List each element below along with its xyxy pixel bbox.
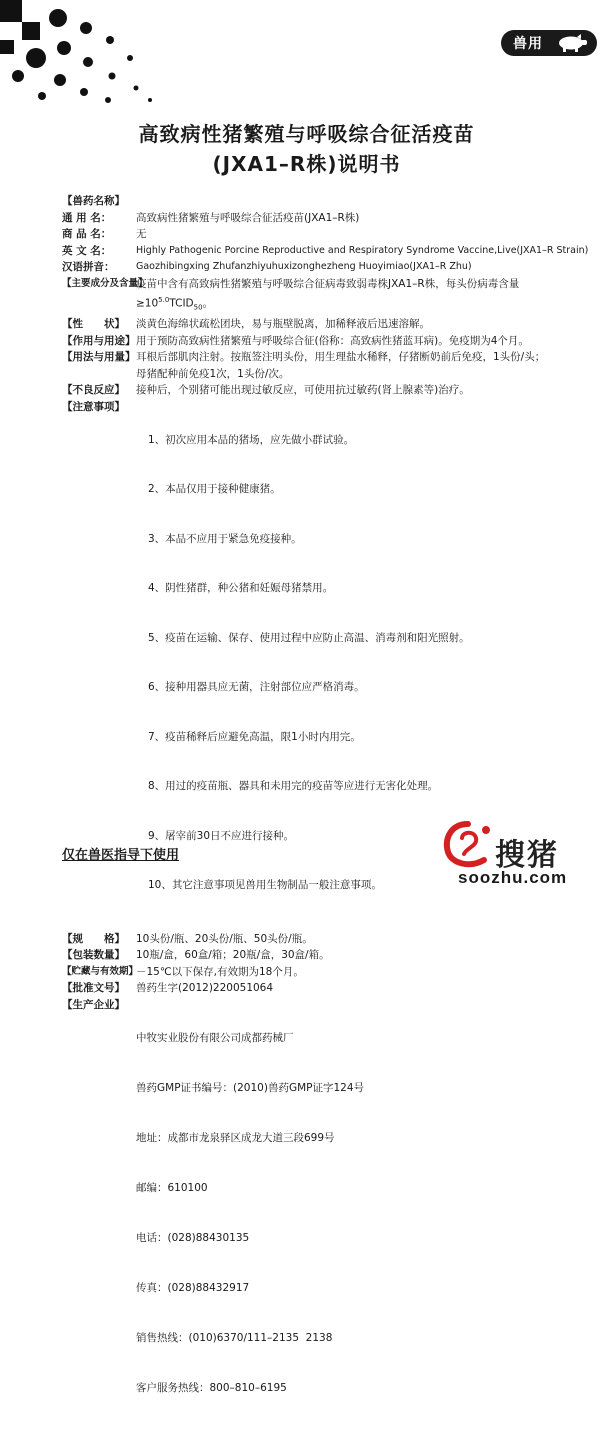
approval-label: 【批准文号】 — [62, 982, 125, 995]
adverse-label: 【不良反应】 — [62, 384, 125, 397]
note-item: 8、用过的疫苗瓶、器具和未用完的疫苗等应进行无害化处理。 — [148, 780, 439, 793]
approval-value: 兽药生字(2012)220051064 — [136, 982, 274, 995]
document-title: 高致病性猪繁殖与呼吸综合征活疫苗 — [138, 122, 475, 146]
note-item: 1、初次应用本品的猪场，应先做小群试验。 — [148, 433, 355, 446]
spec-row — [62, 931, 602, 948]
usage-label: 【作用与用途】 — [62, 334, 136, 347]
manufacturer-postcode: 邮编：610100 — [136, 1181, 208, 1194]
watermark-text: 搜猪 — [495, 838, 559, 873]
note-item: 4、阴性猪群，种公猪和妊娠母猪禁用。 — [148, 582, 334, 595]
packing-value: 10瓶/盒，60盒/箱；20瓶/盒，30盒/箱。 — [136, 949, 330, 962]
composition-value — [136, 276, 602, 317]
composition-dose-unit: TCID — [169, 297, 194, 310]
note-item: 3、本品不应用于紧急免疫接种。 — [148, 532, 302, 545]
generic-name-label: 通 用 名： — [62, 211, 112, 224]
english-name-value: Highly Pathogenic Porcine Reproductive and Respiratory Syndrome Vaccine,Live(JXA1–R Strain) — [136, 244, 589, 256]
composition-text: 疫苗中含有高致病性猪繁殖与呼吸综合征病毒致弱毒株JXA1–R株，每头份病毒含量 — [136, 277, 520, 290]
note-item: 10、其它注意事项见兽用生物制品一般注意事项。 — [148, 879, 382, 892]
manufacturer-row — [62, 997, 602, 1430]
service-hotline: 客户服务热线：800–810–6195 — [136, 1381, 287, 1394]
sales-hotline: 销售热线：(010)6370/111–2135 2138 — [136, 1331, 333, 1344]
pig-icon — [555, 34, 589, 52]
properties-row — [62, 316, 602, 333]
storage-row — [62, 964, 602, 981]
usage-value: 用于预防高致病性猪繁殖与呼吸综合征(俗称：高致病性猪蓝耳病)。免疫期为4个月。 — [136, 334, 529, 347]
manufacturer-info — [136, 997, 602, 1430]
note-item: 5、疫苗在运输、保存、使用过程中应防止高温、消毒剂和阳光照射。 — [148, 631, 470, 644]
trade-name-value: 无 — [136, 228, 147, 240]
corner-decoration-dots — [0, 0, 160, 110]
spec-value: 10头份/瓶、20头份/瓶、50头份/瓶。 — [136, 932, 313, 945]
document-subtitle: (JXA1–R株)说明书 — [212, 152, 401, 176]
section-header-row — [62, 193, 602, 210]
generic-name-value: 高致病性猪繁殖与呼吸综合征活疫苗(JXA1–R株) — [136, 211, 360, 224]
note-item: 9、屠宰前30日不应进行接种。 — [148, 829, 295, 842]
note-item: 7、疫苗稀释后应避免高温，限1小时内用完。 — [148, 730, 361, 743]
properties-value: 淡黄色海绵状疏松团块，易与瓶壁脱离，加稀释液后迅速溶解。 — [136, 318, 430, 331]
composition-dose-exponent: 5.0 — [158, 296, 170, 304]
dosage-line-2: 母猪配种前免疫1次，1头份/次。 — [136, 367, 290, 380]
pinyin-name-row — [62, 259, 602, 276]
storage-value: －15℃以下保存,有效期为18个月。 — [136, 965, 304, 978]
trade-name-row — [62, 226, 602, 243]
dosage-label: 【用法与用量】 — [62, 351, 136, 364]
spec-label: 【规 格】 — [62, 932, 125, 945]
usage-row — [62, 333, 602, 350]
dosage-value — [136, 349, 602, 382]
soozhu-logo-icon — [440, 818, 498, 870]
composition-dose-suffix: 。 — [202, 297, 214, 310]
badge-label: 兽用 — [513, 36, 543, 52]
properties-label: 【性 状】 — [62, 318, 125, 331]
pinyin-name-value: Gaozhibingxing Zhufanzhiyuhuxizonghezheng Huoyimiao(JXA1–R Zhu) — [136, 261, 472, 272]
veterinary-use-badge — [501, 30, 597, 56]
pinyin-name-label: 汉语拼音： — [62, 261, 115, 273]
approval-row — [62, 980, 602, 997]
english-name-row — [62, 243, 602, 260]
vet-guidance-notice: 仅在兽医指导下使用 — [62, 848, 180, 863]
packing-row — [62, 947, 602, 964]
gmp-certificate: 兽药GMP证书编号：(2010)兽药GMP证字124号 — [136, 1081, 365, 1094]
english-name-label: 英 文 名： — [62, 244, 112, 257]
manufacturer-name: 中牧实业股份有限公司成都药械厂 — [136, 1031, 294, 1044]
trade-name-label: 商 品 名： — [62, 228, 112, 240]
composition-label: 【主要成分及含量】 — [62, 277, 148, 289]
packing-label: 【包装数量】 — [62, 949, 125, 962]
watermark-url: soozhu.com — [458, 868, 568, 887]
notes-label: 【注意事项】 — [62, 400, 125, 413]
note-item: 6、接种用器具应无菌，注射部位应严格消毒。 — [148, 681, 365, 694]
composition-row — [62, 276, 602, 317]
manufacturer-label: 【生产企业】 — [62, 998, 125, 1011]
storage-label: 【贮藏与有效期】 — [62, 965, 139, 977]
adverse-value: 接种后，个别猪可能出现过敏反应，可使用抗过敏药(肾上腺素等)治疗。 — [136, 384, 470, 397]
note-item: 2、本品仅用于接种健康猪。 — [148, 483, 281, 496]
specification-body — [62, 193, 602, 1430]
section-header: 【兽药名称】 — [62, 195, 125, 207]
manufacturer-phone: 电话：(028)88430135 — [136, 1231, 250, 1244]
manufacturer-address: 地址：成都市龙泉驿区成龙大道三段699号 — [136, 1131, 335, 1144]
manufacturer-fax: 传真：(028)88432917 — [136, 1281, 250, 1294]
composition-dose-subscript: 50 — [193, 303, 203, 312]
dosage-row — [62, 349, 602, 382]
composition-dose-prefix: ≥10 — [136, 297, 159, 310]
generic-name-row — [62, 210, 602, 227]
adverse-row — [62, 382, 602, 399]
dosage-line-1: 耳根后部肌肉注射。按瓶签注明头份，用生理盐水稀释，仔猪断奶前后免疫，1头份/头； — [136, 351, 546, 364]
